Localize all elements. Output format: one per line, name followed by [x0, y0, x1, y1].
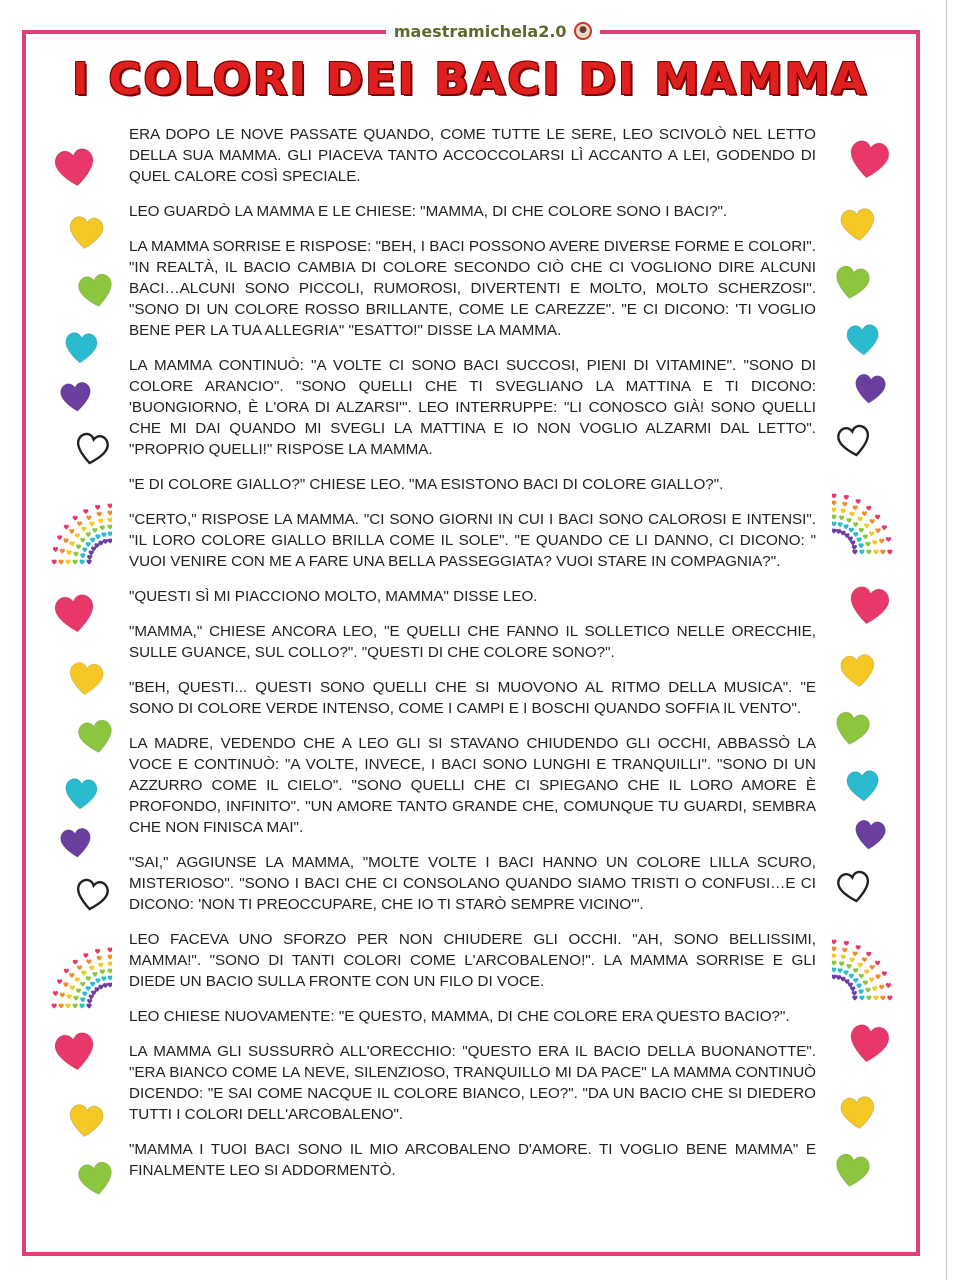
heart-icon	[49, 589, 101, 639]
story-paragraph: ERA DOPO LE NOVE PASSATE QUANDO, COME TUTTE LE SERE, LEO SCIVOLÒ NEL LETTO DELLA SUA MAMMA. GLI PIACEVA TANTO ACCOCCOLARSI LÌ ACCANTO A LEI, GODENDO DI QUEL CALORE COSÌ SPECIALE.	[129, 126, 816, 185]
heart-icon	[49, 1027, 101, 1077]
brand-logo-icon	[574, 22, 592, 40]
rainbow-hearts-icon	[832, 912, 894, 1002]
heart-icon	[64, 1100, 108, 1142]
heart-icon	[829, 707, 875, 751]
heart-icon	[843, 767, 883, 806]
story-paragraph: "MAMMA I TUOI BACI SONO IL MIO ARCOBALENO D'AMORE. TI VOGLIO BENE MAMMA" E FINALMENTE LEO SI ADDORMENTÒ.	[129, 1141, 816, 1179]
heart-icon	[56, 824, 95, 862]
brand-header	[386, 20, 600, 44]
heart-icon	[836, 650, 880, 692]
page-title: I COLORI DEI BACI DI MAMMA	[72, 54, 868, 105]
heart-icon	[49, 143, 101, 193]
heart-icon	[829, 1149, 875, 1193]
outline-heart-icon	[833, 867, 874, 907]
story-paragraph: "QUESTI SÌ MI PIACCIONO MOLTO, MAMMA" DISSE LEO.	[129, 588, 538, 605]
story-paragraph: "E DI COLORE GIALLO?" CHIESE LEO. "MA ESISTONO BACI DI COLORE GIALLO?".	[129, 476, 724, 493]
heart-icon	[843, 581, 895, 631]
rainbow-hearts-icon	[832, 466, 894, 556]
heart-icon	[73, 715, 119, 759]
brand-name: maestramichela2.0	[393, 22, 567, 41]
story-paragraph: "MAMMA," CHIESE ANCORA LEO, "E QUELLI CHE FANNO IL SOLLETICO NELLE ORECCHIE, SULLE GUANCE, SUL COLLO?". "QUESTI DI CHE COLORE SONO?".	[129, 623, 816, 661]
story-paragraph: "BEH, QUESTI... QUESTI SONO QUELLI CHE SI MUOVONO AL RITMO DELLA MUSICA". "E SONO DI COLORE VERDE INTENSO, COME I CAMPI E I BOSCHI QUANDO SOFFIA IL VENTO".	[129, 679, 816, 717]
heart-icon	[843, 321, 883, 360]
story-paragraph: LA MAMMA SORRISE E RISPOSE: "BEH, I BACI POSSONO AVERE DIVERSE FORME E COLORI". "IN REALTÀ, IL BACIO CAMBIA DI COLORE SECONDO CIÒ CHE CI VOGLIONO DIRE ALCUNI BACI…ALCUNI SONO PICCOLI, RUMOROSI, DIVERTENTI E MOLTO, MOLTO SCHERZOSI". "SONO DI UN COLORE ROSSO BRILLANTE, COME LE CAREZZE". "E CI DICONO: 'TI VOGLIO BENE PER LA TUA ALLEGRIA" "ESATTO!" DISSE LA MAMMA.	[129, 238, 816, 339]
heart-icon	[843, 1019, 895, 1069]
heart-icon	[829, 261, 875, 305]
page-edge-rule	[946, 0, 947, 1280]
outline-heart-icon	[71, 429, 112, 469]
heart-icon	[850, 816, 889, 854]
story-paragraph: LEO CHIESE NUOVAMENTE: "E QUESTO, MAMMA, DI CHE COLORE ERA QUESTO BACIO?".	[129, 1008, 790, 1025]
heart-icon	[836, 204, 880, 246]
story-paragraph: "SAI," AGGIUNSE LA MAMMA, "MOLTE VOLTE I BACI HANNO UN COLORE LILLA SCURO, MISTERIOSO". "SONO I BACI CHE CI CONSOLANO QUANDO SIAMO TRISTI O CONFUSI…E CI DICONO: 'NON TI PREOCCUPARE, CHE IO TI STARÒ SEMPRE VICINO'".	[129, 854, 816, 913]
story-paragraph: LEO GUARDÒ LA MAMMA E LE CHIESE: "MAMMA, DI CHE COLORE SONO I BACI?".	[129, 203, 728, 220]
outline-heart-icon	[833, 421, 874, 461]
heart-icon	[73, 269, 119, 313]
story-paragraph: LA MADRE, VEDENDO CHE A LEO GLI SI STAVANO CHIUDENDO GLI OCCHI, ABBASSÒ LA VOCE E CONTINUÒ: "A VOLTE, INVECE, I BACI SONO LUNGHI E TRANQUILLI". "SONO DI UN AZZURRO COME IL CIELO". "SONO QUELLI CHE CI SPIEGANO CHE IL LORO AMORE È PROFONDO, INFINITO". "UN AMORE TANTO GRANDE CHE, COMUNQUE TU GUARDI, SEMBRA CHE NON FINISCA MAI".	[129, 735, 816, 836]
heart-icon	[61, 329, 101, 368]
heart-icon	[73, 1157, 119, 1201]
rainbow-hearts-icon	[50, 476, 112, 566]
heart-icon	[56, 378, 95, 416]
story-paragraph: "CERTO," RISPOSE LA MAMMA. "CI SONO GIORNI IN CUI I BACI SONO CALOROSI E INTENSI". "IL LORO COLORE GIALLO BRILLA COME IL SOLE". "E QUANDO CE LI DANNO, CI DICONO: " VUOI VENIRE CON ME A FARE UNA BELLA PASSEGGIATA? VUOI STARE IN COMPAGNIA?".	[129, 511, 816, 570]
heart-icon	[64, 212, 108, 254]
story-paragraph: LA MAMMA GLI SUSSURRÒ ALL'ORECCHIO: "QUESTO ERA IL BACIO DELLA BUONANOTTE". "ERA BIANCO COME LA NEVE, SILENZIOSO, TRANQUILLO MI DA PACE" LA MAMMA CONTINUÒ DICENDO: "E SAI COME NACQUE IL COLORE BIANCO, LEO?". "DA UN BACIO CHE SI DIEDERO TUTTI I COLORI DELL'ARCOBALENO".	[129, 1043, 816, 1123]
outline-heart-icon	[71, 875, 112, 915]
rainbow-hearts-icon	[50, 920, 112, 1010]
story-text	[129, 124, 816, 1195]
heart-icon	[843, 135, 895, 185]
heart-icon	[61, 775, 101, 814]
heart-icon	[850, 370, 889, 408]
heart-icon	[64, 658, 108, 700]
story-paragraph: LA MAMMA CONTINUÒ: "A VOLTE CI SONO BACI SUCCOSI, PIENI DI VITAMINE". "SONO DI COLORE ARANCIO". "SONO QUELLI CHE TI SVEGLIANO LA MATTINA E TI DICONO: 'BUONGIORNO, È L'ORA DI ALZARSI'". LEO INTERRUPPE: "LI CONOSCO GIÀ! SONO QUELLI CHE MI DAI QUANDO MI SVEGLI LA MATTINA E IO NON VOGLIO ALZARMI DAL LETTO". "PROPRIO QUELLI!" RISPOSE LA MAMMA.	[129, 357, 816, 458]
story-paragraph: LEO FACEVA UNO SFORZO PER NON CHIUDERE GLI OCCHI. "AH, SONO BELLISSIMI, MAMMA!". "SONO DI TANTI COLORI COME L'ARCOBALENO!". LA MAMMA SORRISE E GLI DIEDE UN BACIO SULLA FRONTE CON UN FILO DI VOCE.	[129, 931, 816, 990]
heart-icon	[836, 1092, 880, 1134]
